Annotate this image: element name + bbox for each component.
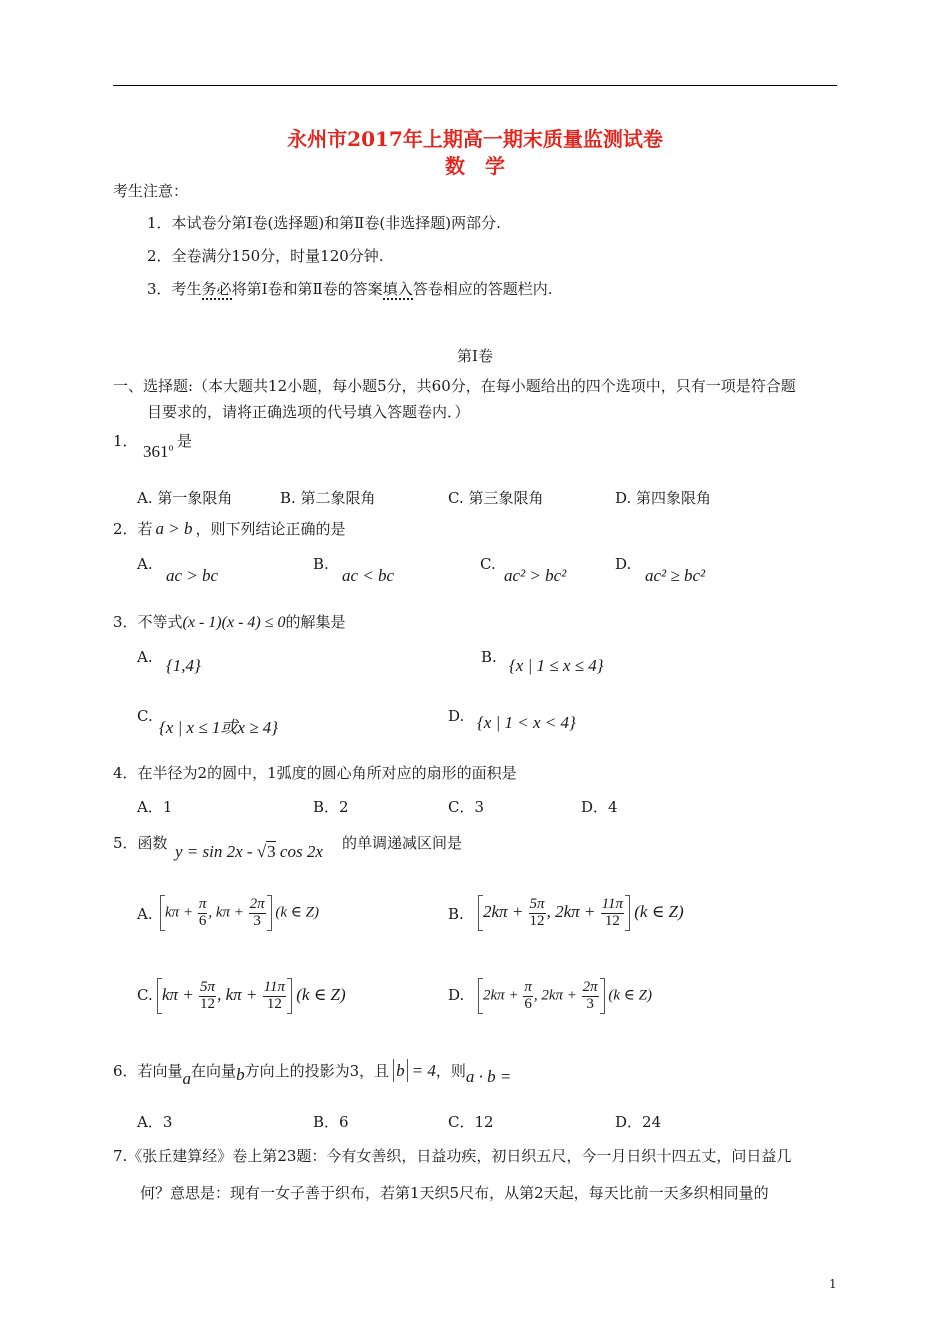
- q3-stem: 3．不等式(x - 1)(x - 4) ≤ 0的解集是: [113, 613, 346, 631]
- q6-option-a: A．3: [137, 1113, 173, 1131]
- section-instruction-line1: 一、选择题:（本大题共12小题，每小题5分，共60分，在每小题给出的四个选项中，只有一项是符合题: [113, 377, 796, 395]
- q5-stem-pre: 5．函数: [113, 834, 168, 852]
- q2-stem: 2．若 a > b ，则下列结论正确的是: [113, 519, 346, 538]
- q5-label-c: C.: [137, 986, 153, 1004]
- q1-number: 1．: [113, 432, 138, 450]
- q3-set-c: {x | x ≤ 1或x ≥ 4}: [159, 718, 279, 737]
- q2-expr-c: ac² > bc²: [504, 566, 567, 585]
- q1-option-c: C. 第三象限角: [448, 489, 544, 507]
- section-title: 第Ⅰ卷: [457, 347, 493, 365]
- q3-label-c: C.: [137, 707, 153, 725]
- q1-option-a: A. 第一象限角: [137, 489, 233, 507]
- q1-angle: 361$^o$: [143, 442, 174, 461]
- q5-label-b: B.: [448, 905, 464, 923]
- notice-item-3: 3．考生务必将第Ⅰ卷和第Ⅱ卷的答案填入答卷相应的答题栏内.: [147, 280, 553, 298]
- q4-stem: 4．在半径为2的圆中，1弧度的圆心角所对应的扇形的面积是: [113, 764, 517, 782]
- q2-expr-d: ac² ≥ bc²: [645, 566, 706, 585]
- q5-label-d: D.: [448, 986, 465, 1004]
- q2-label-c: C.: [480, 555, 496, 573]
- q6-option-b: B．6: [313, 1113, 349, 1131]
- q1-option-b: B. 第二象限角: [280, 489, 376, 507]
- q4-option-d: D．4: [581, 798, 618, 816]
- q2-expr-b: ac < bc: [342, 566, 395, 585]
- header-rule: [113, 85, 837, 86]
- q3-set-b: {x | 1 ≤ x ≤ 4}: [509, 656, 604, 675]
- q6-stem: 6．若向量a在向量b方向上的投影为3，且 b = 4，则a · b =: [113, 1061, 512, 1088]
- section-instruction-line2: 目要求的，请将正确选项的代号填入答题卷内．）: [147, 403, 470, 421]
- notice-item-1: 1．本试卷分第Ⅰ卷(选择题)和第Ⅱ卷(非选择题)两部分.: [147, 214, 501, 232]
- page-number: 1: [829, 1277, 837, 1291]
- notice-heading: 考生注意：: [113, 182, 189, 200]
- q4-option-a: A．1: [137, 798, 173, 816]
- q6-option-d: D．24: [615, 1113, 662, 1131]
- q2-label-a: A.: [137, 555, 153, 573]
- q5-label-a: A.: [137, 905, 153, 923]
- q5-interval-a: kπ + $\frac{\pi}{6}$ , kπ + $\frac{2\pi}{3}$ (k ∈ Z): [160, 895, 319, 931]
- q6-option-c: C．12: [448, 1113, 494, 1131]
- q2-label-b: B.: [313, 555, 329, 573]
- q7-line1: 7.《张丘建算经》卷上第23题：今有女善织，日益功疾，初日织五尺，今一月日织十四五丈，问日益几: [113, 1147, 792, 1165]
- q3-set-d: {x | 1 < x < 4}: [477, 713, 576, 732]
- q5-interval-b: 2kπ + $\frac{5\pi}{12}$ , 2kπ + $\frac{11\pi}{12}$ (k ∈ Z): [478, 895, 684, 931]
- q1-option-d: D. 第四象限角: [615, 489, 712, 507]
- q5-function: y = sin 2x - √3 cos 2x: [175, 842, 323, 861]
- q3-set-a: {1,4}: [166, 656, 201, 675]
- q1-stem-tail: 是: [177, 432, 193, 450]
- q3-label-b: B.: [481, 648, 497, 666]
- q2-expr-a: ac > bc: [166, 566, 219, 585]
- q5-stem-post: 的单调递减区间是: [342, 834, 463, 852]
- q3-label-a: A.: [137, 648, 153, 666]
- q5-interval-d: 2kπ + $\frac{\pi}{6}$ , 2kπ + $\frac{2\pi}{3}$ (k ∈ Z): [478, 978, 652, 1014]
- q5-interval-c: kπ + $\frac{5\pi}{12}$ , kπ + $\frac{11\pi}{12}$ (k ∈ Z): [157, 978, 346, 1014]
- q4-option-c: C．3: [448, 798, 485, 816]
- q3-label-d: D.: [448, 707, 465, 725]
- q4-option-b: B．2: [313, 798, 349, 816]
- notice-item-2: 2．全卷满分150分，时量120分钟.: [147, 247, 384, 265]
- q7-line2: 何？意思是：现有一女子善于织布，若第1天织5尺布，从第2天起，每天比前一天多织相同量的: [140, 1184, 769, 1202]
- exam-title: 永州市2017年上期高一期末质量监测试卷: [287, 127, 663, 151]
- q2-label-d: D.: [615, 555, 632, 573]
- subject-title: 数 学: [445, 154, 505, 178]
